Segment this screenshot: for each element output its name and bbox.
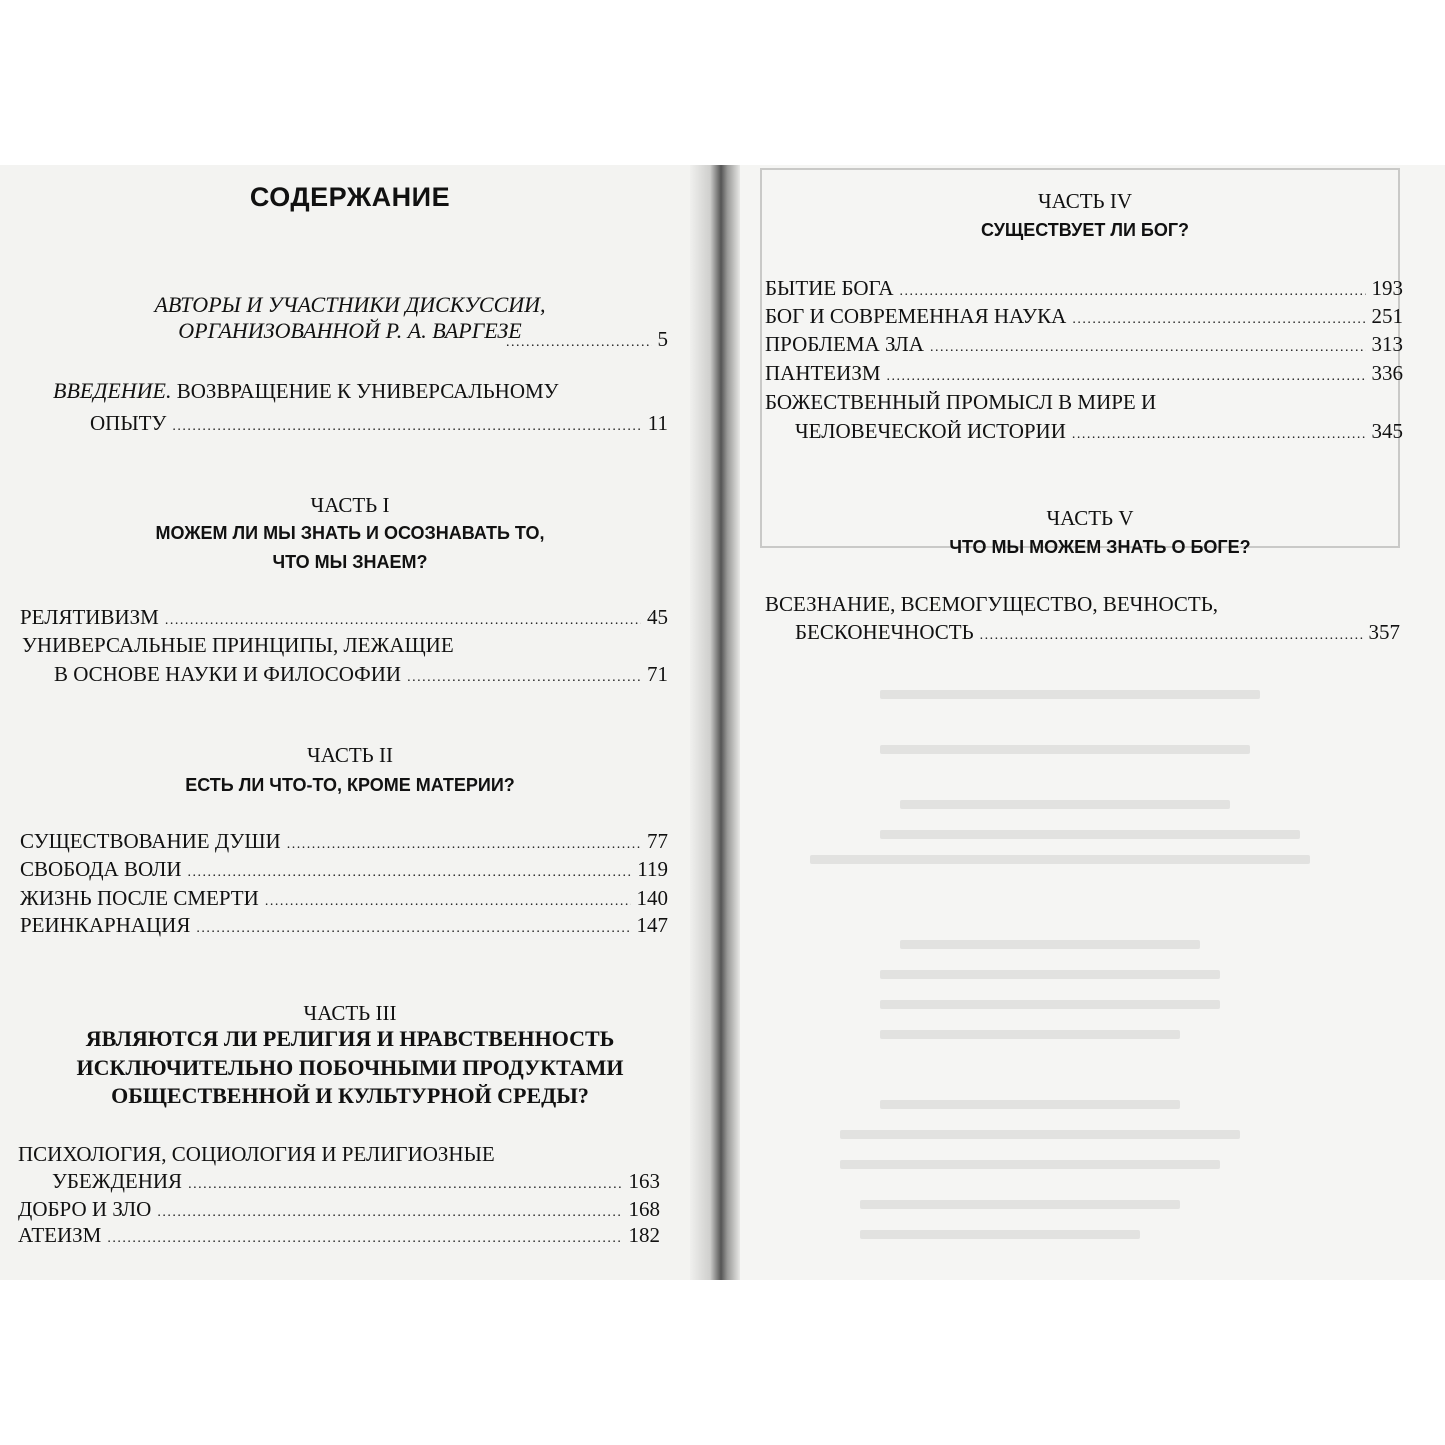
toc-entry-intro[interactable]: ОПЫТУ . . . 11 xyxy=(90,410,668,440)
page-number: 163 xyxy=(628,1169,660,1193)
toc-entry-soul[interactable]: СУЩЕСТВОВАНИЕ ДУШИ . . . 77 xyxy=(20,828,668,858)
toc-entry-psychology-line-1: ПСИХОЛОГИЯ, СОЦИОЛОГИЯ И РЕЛИГИОЗНЫЕ xyxy=(18,1142,495,1166)
bleed-through-line xyxy=(880,745,1250,754)
toc-entry-free-will[interactable]: СВОБОДА ВОЛИ . . . 119 xyxy=(20,856,668,886)
page-number: 77 xyxy=(647,829,668,853)
toc-entry-principles-line-1: УНИВЕРСАЛЬНЫЕ ПРИНЦИПЫ, ЛЕЖАЩИЕ xyxy=(22,633,454,657)
intro-line-1: ВВЕДЕНИЕ. ВОЗВРАЩЕНИЕ К УНИВЕРСАЛЬНОМУ xyxy=(53,378,559,403)
bleed-through-line xyxy=(880,970,1220,979)
bleed-through-line xyxy=(900,800,1230,809)
page-number: 345 xyxy=(1371,419,1403,443)
toc-entry-principles[interactable]: В ОСНОВЕ НАУКИ И ФИЛОСОФИИ . . . 71 xyxy=(54,661,668,691)
toc-entry-omniscience[interactable]: БЕСКОНЕЧНОСТЬ . . . 357 xyxy=(795,619,1400,649)
page-number: 182 xyxy=(628,1223,660,1247)
page-number: 119 xyxy=(637,857,668,881)
page-number: 357 xyxy=(1368,620,1400,644)
page-number: 5 xyxy=(657,327,668,351)
part-5-title: ЧТО МЫ МОЖЕМ ЗНАТЬ О БОГЕ? xyxy=(949,537,1251,557)
part-3-title-line-3: ОБЩЕСТВЕННОЙ И КУЛЬТУРНОЙ СРЕДЫ? xyxy=(111,1083,589,1108)
toc-entry-problem-of-evil[interactable]: ПРОБЛЕМА ЗЛА . . . 313 xyxy=(765,331,1403,361)
part-4-label: ЧАСТЬ IV xyxy=(1037,189,1133,213)
part-5-label: ЧАСТЬ V xyxy=(1046,506,1134,530)
part-3-label: ЧАСТЬ III xyxy=(303,1001,397,1025)
toc-entry-being-of-god[interactable]: БЫТИЕ БОГА . . . 193 xyxy=(765,275,1403,305)
bleed-through-line xyxy=(840,1160,1220,1169)
toc-entry-good-evil[interactable]: ДОБРО И ЗЛО . . . 168 xyxy=(18,1196,660,1226)
bleed-through-line xyxy=(810,855,1310,864)
toc-entry-psychology[interactable]: УБЕЖДЕНИЯ . . . 163 xyxy=(52,1168,660,1198)
bleed-through-line xyxy=(880,1000,1220,1009)
toc-entry-atheism[interactable]: АТЕИЗМ . . . 182 xyxy=(18,1222,660,1252)
page-number: 336 xyxy=(1371,361,1403,385)
part-2-label: ЧАСТЬ II xyxy=(307,743,393,767)
bleed-through-line xyxy=(900,940,1200,949)
part-4-title: СУЩЕСТВУЕТ ЛИ БОГ? xyxy=(980,220,1190,240)
bleed-through-line xyxy=(880,1100,1180,1109)
part-2-title: ЕСТЬ ЛИ ЧТО-ТО, КРОМЕ МАТЕРИИ? xyxy=(185,775,515,795)
page-number: 71 xyxy=(647,662,668,686)
page-number: 193 xyxy=(1371,276,1403,300)
page-number: 313 xyxy=(1371,332,1403,356)
page-number: 45 xyxy=(647,605,668,629)
page-number: 11 xyxy=(647,411,668,435)
bleed-through-line xyxy=(880,1030,1180,1039)
part-3-title-line-1: ЯВЛЯЮТСЯ ЛИ РЕЛИГИЯ И НРАВСТВЕННОСТЬ xyxy=(85,1026,615,1051)
bleed-through-line xyxy=(840,1130,1240,1139)
bleed-through-line xyxy=(860,1200,1180,1209)
toc-entry-pantheism[interactable]: ПАНТЕИЗМ . . . 336 xyxy=(765,360,1403,390)
toc-entry-providence-line-1: БОЖЕСТВЕННЫЙ ПРОМЫСЛ В МИРЕ И xyxy=(765,390,1157,414)
toc-entry-providence[interactable]: ЧЕЛОВЕЧЕСКОЙ ИСТОРИИ . . . 345 xyxy=(795,418,1403,448)
page-number: 251 xyxy=(1371,304,1403,328)
part-1-label: ЧАСТЬ I xyxy=(310,493,390,517)
page-number: 168 xyxy=(628,1197,660,1221)
authors-line-2: ОРГАНИЗОВАННОЙ Р. А. ВАРГЕЗЕ xyxy=(178,318,522,343)
toc-entry-relativism[interactable]: РЕЛЯТИВИЗМ . . . 45 xyxy=(20,604,668,634)
book-gutter xyxy=(690,165,740,1280)
authors-line-1: АВТОРЫ И УЧАСТНИКИ ДИСКУССИИ, xyxy=(154,292,546,317)
bleed-through-line xyxy=(880,690,1260,699)
bleed-through-line xyxy=(860,1230,1140,1239)
toc-entry-god-science[interactable]: БОГ И СОВРЕМЕННАЯ НАУКА . . . 251 xyxy=(765,303,1403,333)
toc-entry-afterlife[interactable]: ЖИЗНЬ ПОСЛЕ СМЕРТИ . . . 140 xyxy=(20,885,668,915)
part-1-title-line-1: МОЖЕМ ЛИ МЫ ЗНАТЬ И ОСОЗНАВАТЬ ТО, xyxy=(155,523,545,543)
toc-entry-reincarnation[interactable]: РЕИНКАРНАЦИЯ . . . 147 xyxy=(20,912,668,942)
bleed-through-line xyxy=(880,830,1300,839)
page-number: 147 xyxy=(636,913,668,937)
contents-title: СОДЕРЖАНИЕ xyxy=(249,182,451,212)
toc-entry-omniscience-line-1: ВСЕЗНАНИЕ, ВСЕМОГУЩЕСТВО, ВЕЧНОСТЬ, xyxy=(765,592,1219,616)
part-3-title-line-2: ИСКЛЮЧИТЕЛЬНО ПОБОЧНЫМИ ПРОДУКТАМИ xyxy=(76,1055,624,1080)
page-number: 140 xyxy=(636,886,668,910)
part-1-title-line-2: ЧТО МЫ ЗНАЕМ? xyxy=(272,552,428,572)
toc-entry-authors[interactable] xyxy=(20,326,668,356)
